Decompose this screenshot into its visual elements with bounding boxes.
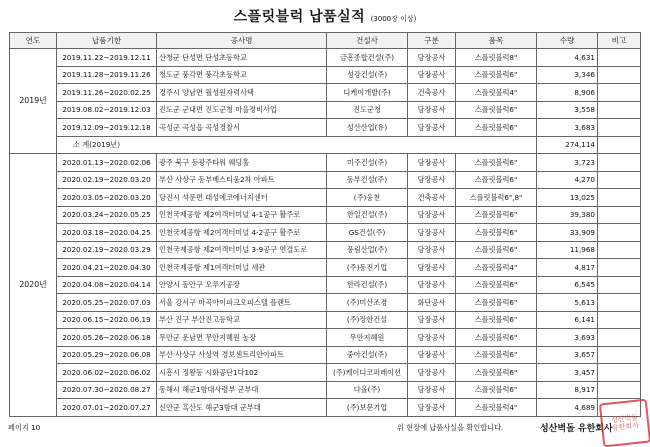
project-name-cell: 무안군 운남면 무안지혜원 농장 (157, 329, 327, 347)
work-type-cell: 담장공사 (408, 171, 456, 189)
contractor-cell: GS건설(주) (327, 224, 408, 242)
delivery-period-cell: 2020.05.25~2020.07.03 (57, 294, 157, 312)
table-row (10, 49, 641, 67)
contractor-cell: 한라건설(주) (327, 276, 408, 294)
quantity-cell: 4,270 (537, 171, 598, 189)
table-row (10, 84, 641, 102)
quantity-cell: 13,025 (537, 189, 598, 207)
remarks-cell (598, 311, 641, 329)
delivery-period-cell: 2020.03.24~2020.05.25 (57, 206, 157, 224)
seal-line-2: 유한회사 (611, 421, 640, 433)
work-type-cell: 담장공사 (408, 346, 456, 364)
remarks-cell (598, 294, 641, 312)
contractor-cell: 다올(주) (327, 381, 408, 399)
remarks-cell (598, 119, 641, 137)
product-cell: 스플릿블럭6" (456, 311, 537, 329)
project-name-cell: 부산 사상구 동부베스티움2차 아파트 (157, 171, 327, 189)
product-cell: 스플릿블럭6" (456, 154, 537, 172)
quantity-cell: 6,545 (537, 276, 598, 294)
quantity-cell: 3,683 (537, 119, 598, 137)
product-cell: 스플릿블럭6" (456, 119, 537, 137)
remarks-cell (598, 346, 641, 364)
product-cell: 스플릿블럭6" (456, 329, 537, 347)
contractor-cell: 성산산업(유) (327, 119, 408, 137)
project-name-cell: 광주 북구 동광주타워 웨딩홀 (157, 154, 327, 172)
product-cell: 스플릿블럭6" (456, 381, 537, 399)
contractor-cell: 동부건설(주) (327, 171, 408, 189)
contractor-cell: 한일건설(주) (327, 206, 408, 224)
remarks-cell (598, 329, 641, 347)
delivery-period-cell: 2020.03.05~2020.03.20 (57, 189, 157, 207)
remarks-cell (598, 206, 641, 224)
work-type-cell: 담장공사 (408, 399, 456, 417)
remarks-cell (598, 224, 641, 242)
remarks-cell (598, 364, 641, 382)
project-name-cell: 진도군 군내면 진도군청 마을정비사업 (157, 101, 327, 119)
remarks-cell (598, 154, 641, 172)
delivery-period-cell: 2020.02.19~2020.03.29 (57, 241, 157, 259)
product-cell: 스플릿블럭8" (456, 49, 537, 67)
table-row (10, 171, 641, 189)
quantity-cell: 3,457 (537, 364, 598, 382)
product-cell: 스플릿블럭6" (456, 364, 537, 382)
work-type-cell: 담장공사 (408, 224, 456, 242)
product-cell: 스플릿블럭4" (456, 259, 537, 277)
page-number: 페이지 10 (8, 423, 41, 432)
delivery-period-cell: 2020.01.13~2020.02.06 (57, 154, 157, 172)
quantity-cell: 11,968 (537, 241, 598, 259)
project-name-cell: 인천국제공항 제2여객터미널 3-9공구 연결도로 (157, 241, 327, 259)
header-period: 납품기한 (57, 33, 157, 49)
remarks-cell (598, 189, 641, 207)
delivery-period-cell: 2020.02.19~2020.03.20 (57, 171, 157, 189)
project-name-cell: 당진시 석문면 대성에코에너지센터 (157, 189, 327, 207)
product-cell: 스플릿블럭4" (456, 84, 537, 102)
company-name: 성산벽돌 유한회사 (540, 424, 613, 434)
project-name-cell: 부산 사상구 사상역 경보센트리안아파트 (157, 346, 327, 364)
remarks-cell (598, 381, 641, 399)
table-row (10, 381, 641, 399)
project-name-cell: 산청군 단성면 단성초등학교 (157, 49, 327, 67)
year-cell: 2019년 (10, 49, 57, 154)
quantity-cell: 6,141 (537, 311, 598, 329)
table-row (10, 154, 641, 172)
table-row (10, 276, 641, 294)
header-year: 연도 (10, 33, 57, 49)
delivery-table (9, 32, 641, 417)
product-cell: 스플릿블럭6" (456, 206, 537, 224)
project-name-cell: 경주시 양남면 월성원자력사택 (157, 84, 327, 102)
subtotal-row (10, 136, 641, 154)
header-remarks: 비고 (598, 33, 641, 49)
delivery-period-cell: 2019.11.26~2020.02.25 (57, 84, 157, 102)
project-name-cell: 시흥시 정왕동 시화공단1다102 (157, 364, 327, 382)
remarks-cell (598, 259, 641, 277)
project-name-cell: 곡성군 곡성읍 곡성경찰서 (157, 119, 327, 137)
subtotal-label: 소 계(2019년) (57, 136, 537, 154)
work-type-cell: 담장공사 (408, 49, 456, 67)
product-cell: 스플릿블럭4" (456, 399, 537, 417)
table-row (10, 399, 641, 417)
table-row (10, 224, 641, 242)
table-row (10, 119, 641, 137)
header-item: 품목 (456, 33, 537, 49)
contractor-cell: 미주건설(주) (327, 154, 408, 172)
table-row (10, 364, 641, 382)
delivery-period-cell: 2019.12.09~2019.12.18 (57, 119, 157, 137)
table-row (10, 66, 641, 84)
contractor-cell: 디케이개발(주) (327, 84, 408, 102)
table-row (10, 241, 641, 259)
title-text: 스플릿블럭 납품실적 (233, 9, 366, 25)
header-quantity: 수량 (537, 33, 598, 49)
delivery-period-cell: 2020.04.08~2020.04.14 (57, 276, 157, 294)
product-cell: 스플릿블럭6",8" (456, 189, 537, 207)
quantity-cell: 5,613 (537, 294, 598, 312)
project-name-cell: 서울 강서구 마곡아이파크오피스텔 플랜트 (157, 294, 327, 312)
subtotal-remarks (598, 136, 641, 154)
delivery-period-cell: 2020.06.02~2020.06.02 (57, 364, 157, 382)
project-name-cell: 동해시 해군1함대사령부 군부대 (157, 381, 327, 399)
quantity-cell: 8,917 (537, 381, 598, 399)
project-name-cell: 청도군 풍각면 풍각초등학교 (157, 66, 327, 84)
work-type-cell: 담장공사 (408, 119, 456, 137)
remarks-cell (598, 101, 641, 119)
project-name-cell: 인천국제공항 제1여객터미널 세관 (157, 259, 327, 277)
table-row (10, 294, 641, 312)
contractor-cell: 무안지혜원 (327, 329, 408, 347)
work-type-cell: 담장공사 (408, 329, 456, 347)
page-title (0, 6, 650, 26)
remarks-cell (598, 84, 641, 102)
quantity-cell: 3,723 (537, 154, 598, 172)
work-type-cell: 담장공사 (408, 311, 456, 329)
table-row (10, 311, 641, 329)
year-cell: 2020년 (10, 154, 57, 417)
work-type-cell: 담장공사 (408, 101, 456, 119)
contractor-cell: (주)동진기업 (327, 259, 408, 277)
table-body (10, 49, 641, 417)
table-row (10, 346, 641, 364)
work-type-cell: 담장공사 (408, 259, 456, 277)
table-row (10, 329, 641, 347)
contractor-cell: (주)보문기업 (327, 399, 408, 417)
product-cell: 스플릿블럭6" (456, 171, 537, 189)
quantity-cell: 8,906 (537, 84, 598, 102)
delivery-period-cell: 2019.08.02~2019.12.03 (57, 101, 157, 119)
remarks-cell (598, 241, 641, 259)
work-type-cell: 화단공사 (408, 294, 456, 312)
contractor-cell: (주)장한건설 (327, 311, 408, 329)
delivery-period-cell: 2020.07.01~2020.07.27 (57, 399, 157, 417)
delivery-period-cell: 2020.06.15~2020.06.19 (57, 311, 157, 329)
delivery-period-cell: 2020.05.29~2020.06.08 (57, 346, 157, 364)
product-cell: 스플릿블럭6" (456, 224, 537, 242)
quantity-cell: 3,346 (537, 66, 598, 84)
work-type-cell: 담장공사 (408, 364, 456, 382)
confirmation-note: 위 현장에 납품사실을 확인합니다. (397, 423, 504, 432)
delivery-period-cell: 2020.07.30~2020.08.27 (57, 381, 157, 399)
remarks-cell (598, 49, 641, 67)
title-note: (3000장 이상) (370, 15, 417, 23)
quantity-cell: 4,817 (537, 259, 598, 277)
delivery-period-cell: 2019.11.22~2019.12.11 (57, 49, 157, 67)
contractor-cell: 성강건설(주) (327, 66, 408, 84)
work-type-cell: 건축공사 (408, 84, 456, 102)
remarks-cell (598, 276, 641, 294)
subtotal-value: 274,114 (537, 136, 598, 154)
quantity-cell: 3,558 (537, 101, 598, 119)
project-name-cell: 부산 진구 부산진고등학교 (157, 311, 327, 329)
quantity-cell: 39,380 (537, 206, 598, 224)
table-row (10, 189, 641, 207)
work-type-cell: 담장공사 (408, 381, 456, 399)
work-type-cell: 담장공사 (408, 206, 456, 224)
delivery-period-cell: 2019.11.28~2019.11.26 (57, 66, 157, 84)
project-name-cell: 인천국제공항 제2여객터미널 4-1공구 활주로 (157, 206, 327, 224)
quantity-cell: 33,909 (537, 224, 598, 242)
quantity-cell: 4,689 (537, 399, 598, 417)
project-name-cell: 인천국제공항 제2여객터미널 4-2공구 활주로 (157, 224, 327, 242)
product-cell: 스플릿블럭6" (456, 241, 537, 259)
company-seal (599, 399, 650, 447)
remarks-cell (598, 66, 641, 84)
delivery-period-cell: 2020.04.21~2020.04.30 (57, 259, 157, 277)
seal-line-1: 성산벽돌 (610, 413, 639, 425)
product-cell: 스플릿블럭6" (456, 294, 537, 312)
quantity-cell: 3,657 (537, 346, 598, 364)
work-type-cell: 담장공사 (408, 154, 456, 172)
header-project: 공사명 (157, 33, 327, 49)
header-type: 구분 (408, 33, 456, 49)
header-contractor: 건설사 (327, 33, 408, 49)
contractor-cell: 진도군청 (327, 101, 408, 119)
table-row (10, 101, 641, 119)
contractor-cell: (주)케이디코퍼레이션 (327, 364, 408, 382)
project-name-cell: 신안군 흑산도 해군3함대 군부대 (157, 399, 327, 417)
product-cell: 스플릿블럭6" (456, 66, 537, 84)
contractor-cell: 풍림산업(주) (327, 241, 408, 259)
work-type-cell: 담장공사 (408, 66, 456, 84)
delivery-period-cell: 2020.03.18~2020.04.25 (57, 224, 157, 242)
quantity-cell: 3,693 (537, 329, 598, 347)
work-type-cell: 건축공사 (408, 189, 456, 207)
table-row (10, 259, 641, 277)
product-cell: 스플릿블럭6" (456, 276, 537, 294)
contractor-cell: (주)웅천 (327, 189, 408, 207)
product-cell: 스플릿블럭6" (456, 346, 537, 364)
table-header-row (10, 33, 641, 49)
contractor-cell: 금흥종합건설(주) (327, 49, 408, 67)
quantity-cell: 4,631 (537, 49, 598, 67)
table-row (10, 206, 641, 224)
delivery-period-cell: 2020.05.26~2020.06.18 (57, 329, 157, 347)
work-type-cell: 담장공사 (408, 241, 456, 259)
project-name-cell: 안양시 동안구 오루기공장 (157, 276, 327, 294)
contractor-cell: (주)미산조경 (327, 294, 408, 312)
work-type-cell: 담장공사 (408, 276, 456, 294)
product-cell: 스플릿블럭6" (456, 101, 537, 119)
remarks-cell (598, 171, 641, 189)
contractor-cell: 중아건설(주) (327, 346, 408, 364)
